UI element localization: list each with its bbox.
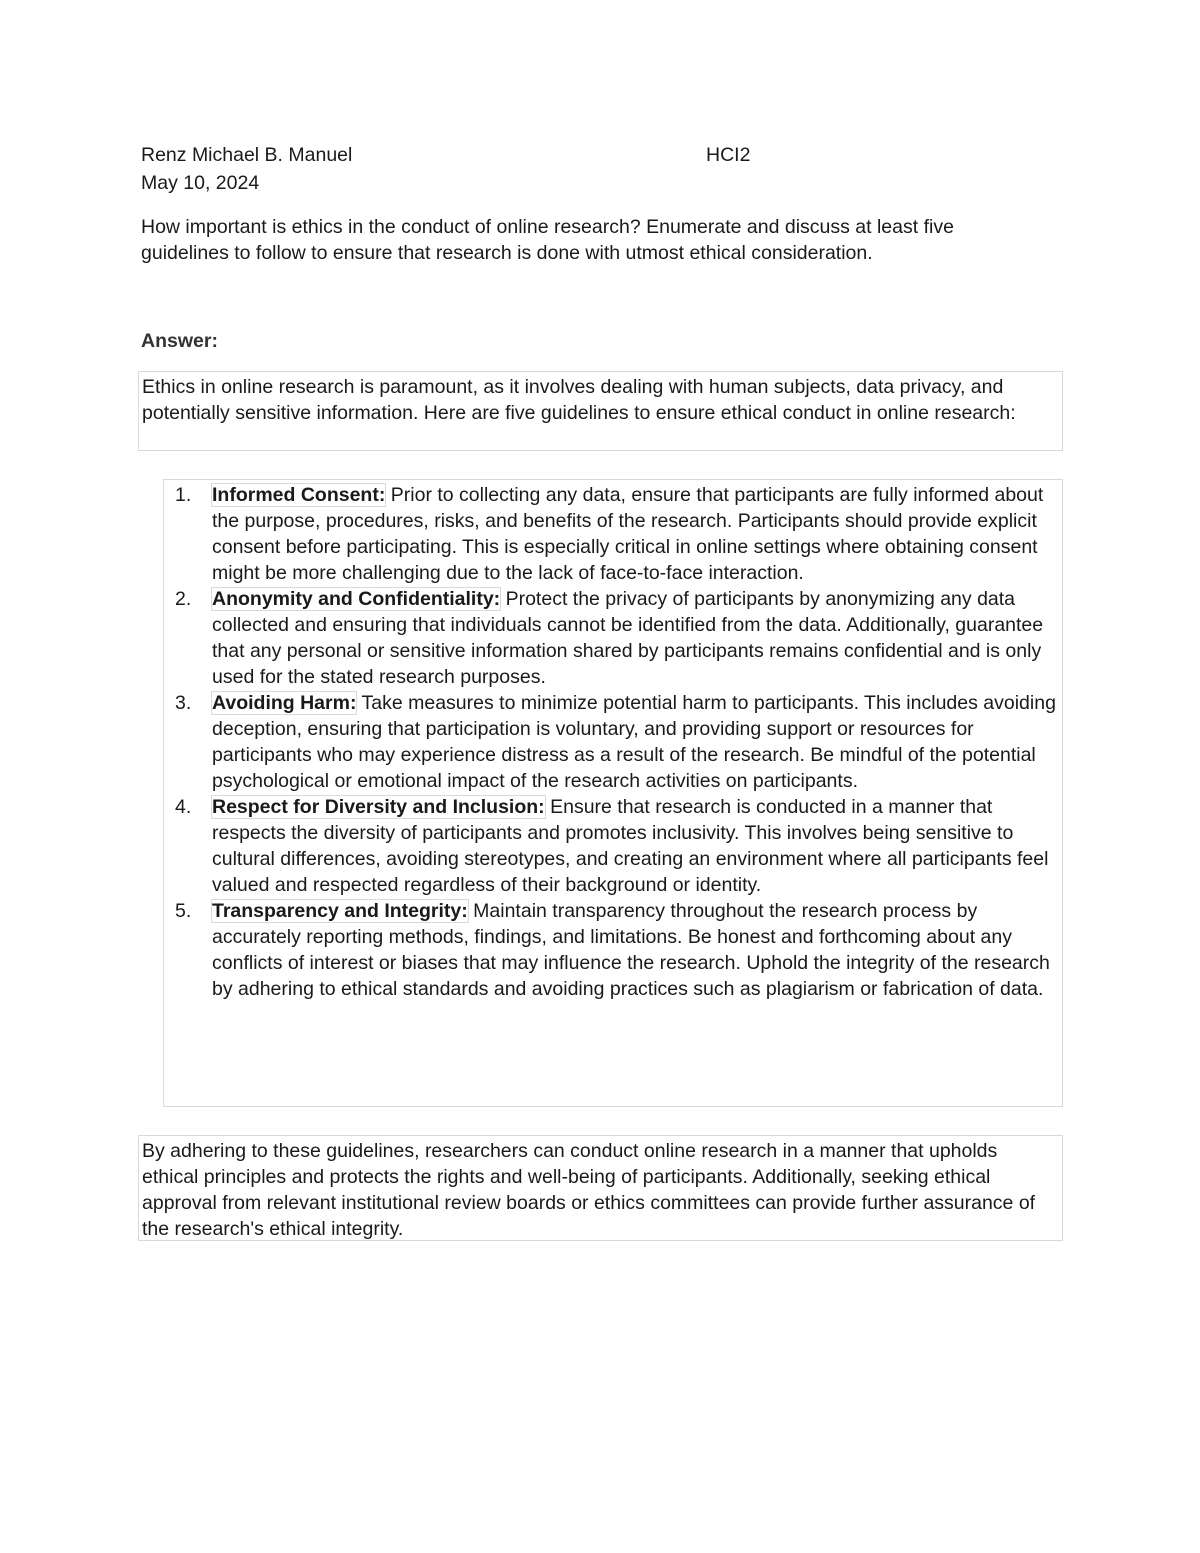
intro-paragraph: Ethics in online research is paramount, as it involves dealing with human subjects, data privacy, and potentially sensitive information. Here are five guidelines to ensure ethical conduct in online research:: [138, 371, 1063, 451]
guideline-term: Avoiding Harm:: [212, 692, 357, 714]
guideline-term: Transparency and Integrity:: [212, 900, 468, 922]
guideline-text: Take measures to minimize potential harm to participants. This includes avoiding deception, ensuring that participation is voluntary, and providing support or resources for participants who may experience distress as a result of the research. Be mindful of the potential psychological or emotional impact of the research activities on participants.: [212, 692, 1056, 792]
list-item: [164, 482, 1062, 586]
document-header: [141, 142, 901, 168]
list-number: 4.: [175, 796, 192, 818]
author-name: Renz Michael B. Manuel: [141, 144, 353, 166]
conclusion-paragraph: By adhering to these guidelines, researchers can conduct online research in a manner that upholds ethical principles and protects the rights and well-being of participants. Additionally, seeking ethical approval from relevant institutional review boards or ethics committees can provide further assurance of the research's ethical integrity.: [138, 1135, 1063, 1241]
course-code: HCI2: [706, 144, 751, 166]
question-text: How important is ethics in the conduct of online research? Enumerate and discuss at least five guidelines to follow to ensure that research is done with utmost ethical consideration.: [141, 216, 954, 264]
list-item: [164, 898, 1062, 1002]
guideline-term: Respect for Diversity and Inclusion:: [212, 796, 545, 818]
list-number: 2.: [175, 588, 192, 610]
list-number: 3.: [175, 692, 192, 714]
guidelines-list: [163, 479, 1063, 1107]
list-item: [164, 794, 1062, 898]
list-item: [164, 690, 1062, 794]
list-item: [164, 586, 1062, 690]
guideline-text: Ensure that research is conducted in a manner that respects the diversity of participants and promotes inclusivity. This involves being sensitive to cultural differences, avoiding stereotypes, and creating an environment where all participants feel valued and respected regardless of their background or identity.: [212, 796, 1049, 896]
guideline-text: Protect the privacy of participants by anonymizing any data collected and ensuring that individuals cannot be identified from the data. Additionally, guarantee that any personal or sensitive information shared by participants remains confidential and is only used for the stated research purposes.: [212, 588, 1044, 688]
document-date: May 10, 2024: [141, 172, 260, 194]
guideline-text: Maintain transparency throughout the research process by accurately reporting methods, findings, and limitations. Be honest and forthcoming about any conflicts of interest or biases that may influence the research. Uphold the integrity of the research by adhering to ethical standards and avoiding practices such as plagiarism or fabrication of data.: [212, 900, 1050, 1000]
guideline-term: Anonymity and Confidentiality:: [212, 588, 501, 610]
list-number: 5.: [175, 900, 192, 922]
answer-label: Answer:: [141, 330, 218, 352]
guideline-term: Informed Consent:: [212, 484, 386, 506]
list-number: 1.: [175, 484, 192, 506]
guideline-text: Prior to collecting any data, ensure that participants are fully informed about the purpose, procedures, risks, and benefits of the research. Participants should provide explicit consent before participating. This is especially critical in online settings where obtaining consent might be more challenging due to the lack of face-to-face interaction.: [212, 484, 1044, 584]
